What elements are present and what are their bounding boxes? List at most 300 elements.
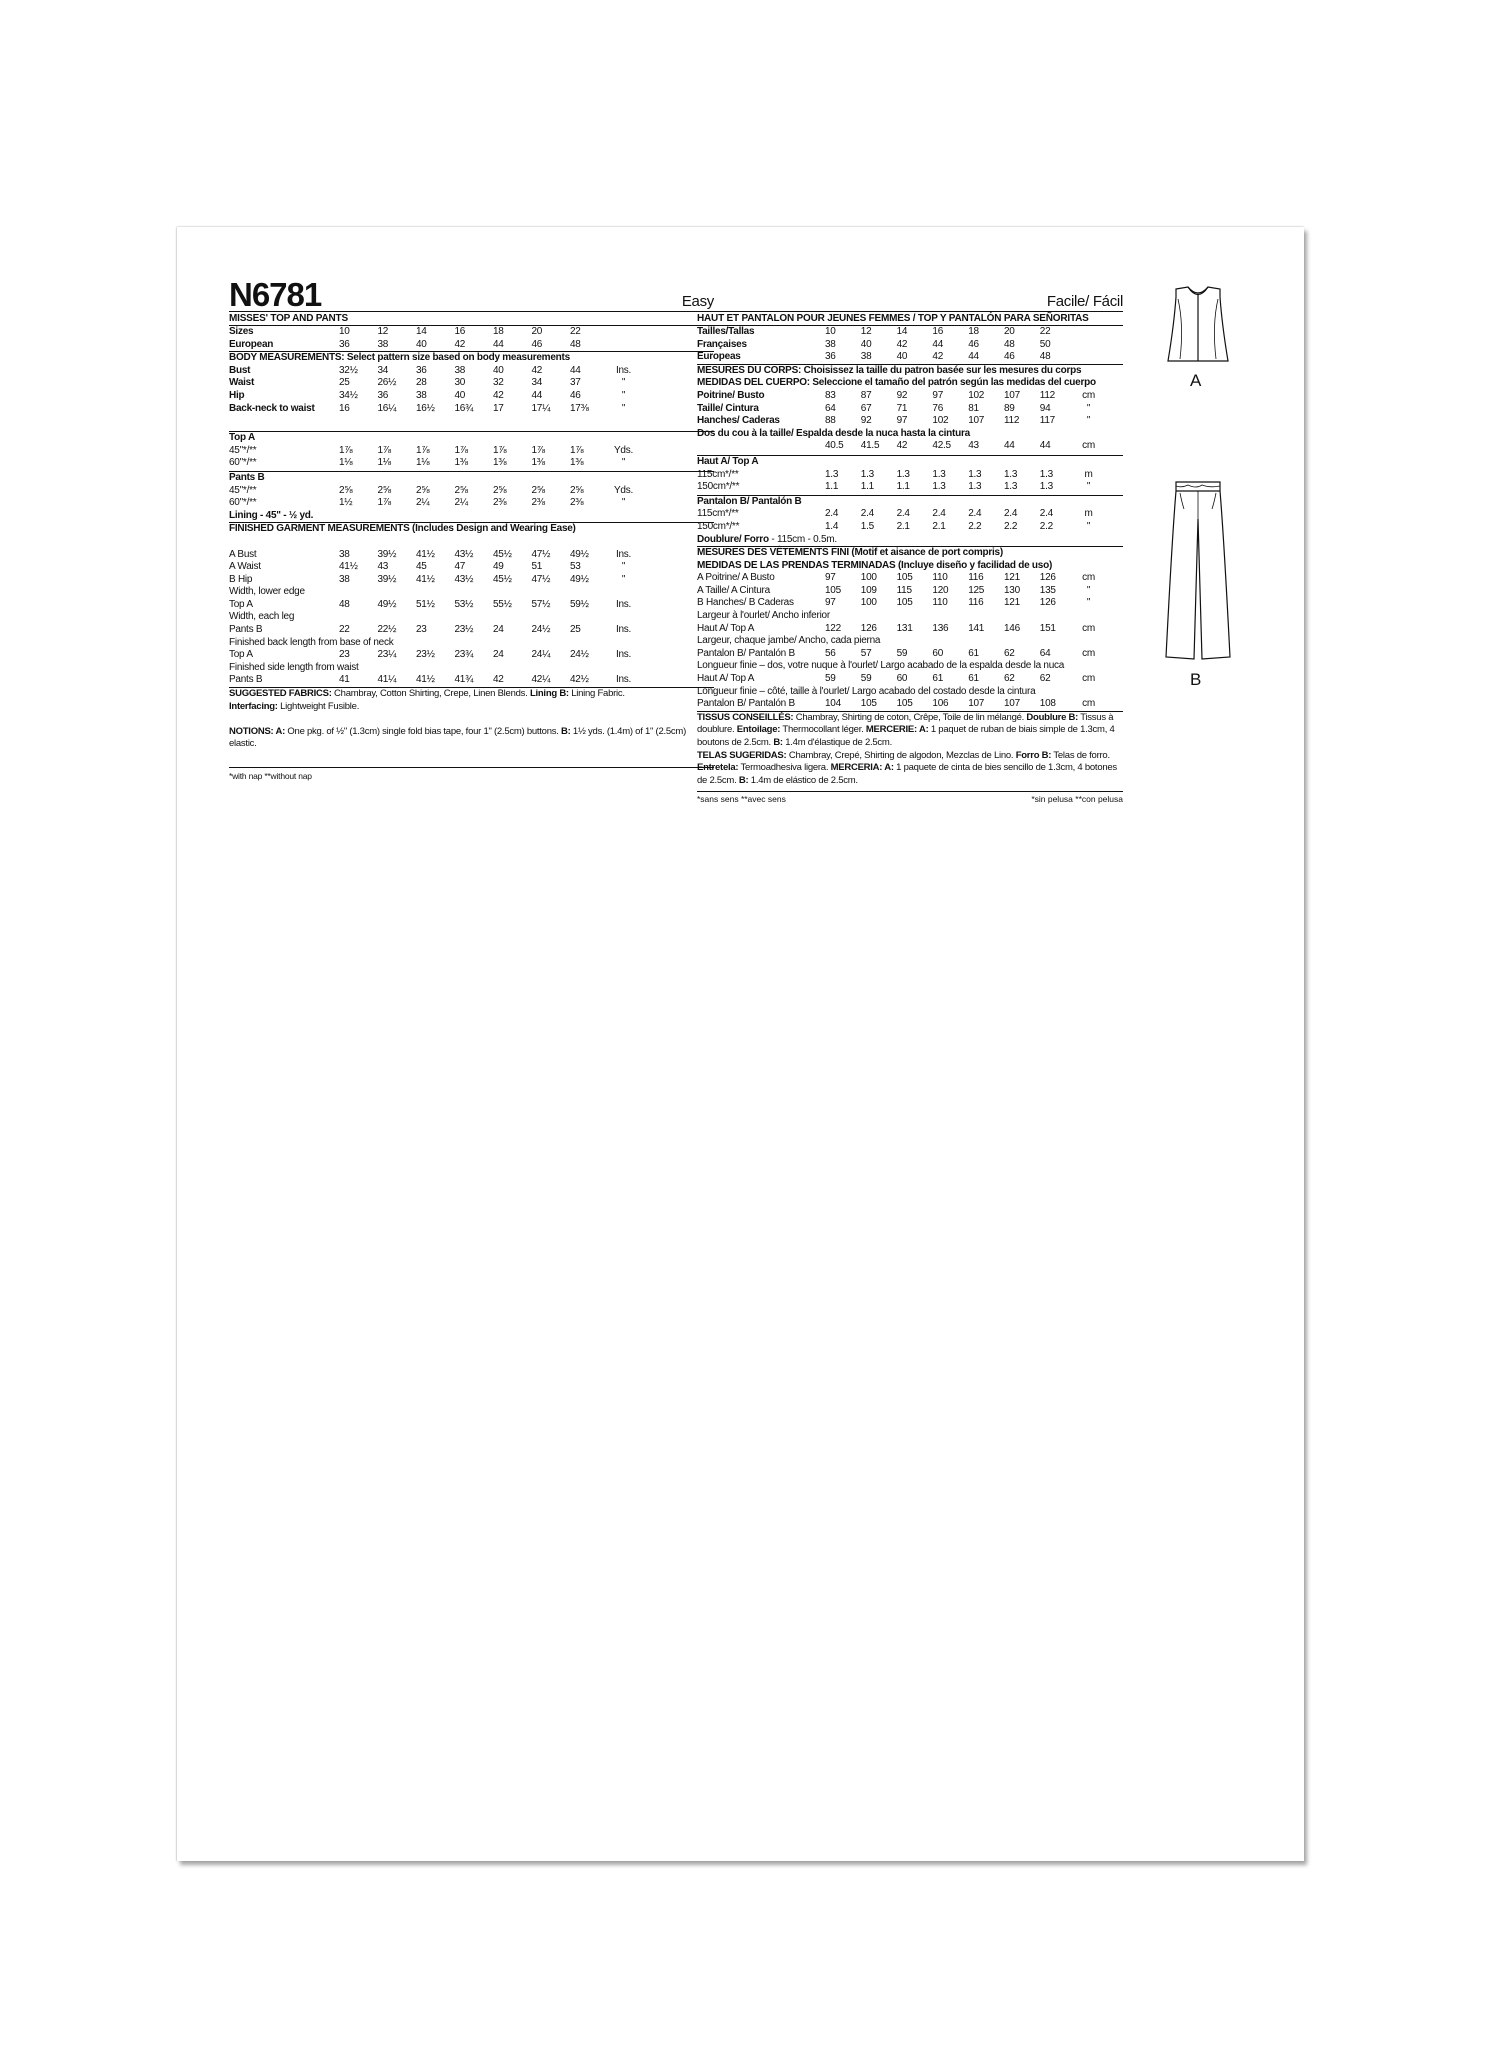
cell-value: 49½ <box>570 573 589 585</box>
row-label: Longueur finie – côté, taille à l'ourlet/ Largo acabado del costado desde la cintura <box>697 685 1036 697</box>
unit-label: " <box>621 389 626 401</box>
table-row <box>229 377 714 390</box>
table-row <box>697 415 1123 428</box>
unit-label: " <box>621 402 626 414</box>
table-row <box>229 403 714 416</box>
cell-value: 87 <box>860 389 872 401</box>
cell-value: 57½ <box>531 598 551 610</box>
cell-value: 38 <box>860 351 872 363</box>
cell-value: 2.4 <box>825 508 839 520</box>
cell-value: 102 <box>932 415 949 427</box>
cell-value: 2.4 <box>968 508 982 520</box>
notions: NOTIONS: A: One pkg. of ½" (1.3cm) single fold bias tape, four 1" (2.5cm) buttons. B: 1½ yds. (1.4m) of 1" (2.5cm) elastic. <box>229 726 714 768</box>
cell-value: 1⅞ <box>570 444 584 456</box>
cell-value: 40 <box>416 338 427 350</box>
cell-value: 45½ <box>493 548 512 560</box>
cell-value: 59½ <box>570 598 589 610</box>
cell-value: 1.1 <box>896 481 910 493</box>
table-row <box>229 637 714 650</box>
cell-value: 120 <box>932 584 949 596</box>
unit-label: " <box>621 377 626 389</box>
cell-value: 38 <box>825 338 836 350</box>
cell-value: 42.5 <box>932 440 951 452</box>
cell-value: 105 <box>896 572 913 584</box>
es-footnote: *sin pelusa **con pelusa <box>1031 794 1123 805</box>
cell-value: 112 <box>1039 389 1055 401</box>
cell-value: 135 <box>1039 584 1056 596</box>
cell-value: 92 <box>860 415 872 427</box>
cell-value: 1⅛ <box>377 457 391 469</box>
cell-value: 16 <box>339 402 350 414</box>
cell-value: 49 <box>493 561 504 573</box>
cell-value: 1⅞ <box>377 444 391 456</box>
row-label: 60"*/** <box>229 497 257 509</box>
cell-value: 42¼ <box>531 674 551 686</box>
cell-value: 1⅜ <box>570 457 584 469</box>
cell-value: 42 <box>454 338 466 350</box>
row-label: 150cm*/** <box>697 481 740 493</box>
cell-value: 104 <box>825 698 841 710</box>
cell-value: 48 <box>1003 338 1015 350</box>
cell-value: 41½ <box>339 561 358 573</box>
cell-value: 57 <box>860 647 872 659</box>
cell-value: 108 <box>1039 698 1056 710</box>
cell-value: 42 <box>493 389 504 401</box>
table-row <box>697 572 1123 585</box>
cell-value: 42 <box>896 338 908 350</box>
cell-value: 14 <box>896 326 908 337</box>
pants-b-illustration <box>1162 479 1234 664</box>
row-label: Pants B <box>229 674 263 686</box>
cell-value: 1⅞ <box>454 444 468 456</box>
cell-value: 41 <box>339 674 350 686</box>
lining-yardage: Lining - 45" - ½ yd. <box>229 510 714 524</box>
english-size-table <box>229 326 714 352</box>
unit-label: " <box>621 573 626 585</box>
unit-label: " <box>1086 584 1091 596</box>
table-row <box>697 521 1123 534</box>
cell-value: 61 <box>968 673 979 685</box>
cell-value: 48 <box>1039 351 1051 363</box>
cell-value: 1.3 <box>968 468 982 480</box>
row-label: A Poitrine/ A Busto <box>697 572 775 584</box>
cell-value: 39½ <box>377 548 397 560</box>
cell-value: 97 <box>932 389 944 401</box>
cell-value: 42 <box>932 351 944 363</box>
unit-label: " <box>1086 520 1091 532</box>
cell-value: 64 <box>1039 647 1051 659</box>
cell-value: 100 <box>860 572 877 584</box>
cell-value: 16¾ <box>454 402 474 414</box>
cell-value: 53½ <box>454 598 474 610</box>
cell-value: 62 <box>1039 673 1051 685</box>
unit-label: Ins. <box>615 624 632 636</box>
cell-value: 16¼ <box>377 402 397 414</box>
cell-value: 110 <box>932 572 948 584</box>
cell-value: 107 <box>1003 389 1020 401</box>
table-row <box>697 597 1123 610</box>
unit-label: cm <box>1082 572 1095 584</box>
cell-value: 18 <box>493 326 504 337</box>
fr-es-header <box>697 277 1123 312</box>
cell-value: 22½ <box>377 624 397 636</box>
cell-value: 2⅝ <box>377 484 391 496</box>
cell-value: 97 <box>825 572 836 584</box>
cell-value: 46 <box>531 338 543 350</box>
cell-value: 20 <box>531 326 543 337</box>
cell-value: 16 <box>454 326 466 337</box>
pattern-code: N6781 <box>229 276 322 313</box>
cell-value: 2⅝ <box>570 484 584 496</box>
unit-label: cm <box>1082 389 1095 401</box>
english-finished-table <box>229 549 714 689</box>
cell-value: 136 <box>932 622 949 634</box>
cell-value: 43½ <box>454 548 474 560</box>
row-label: Largeur, chaque jambe/ Ancho, cada pierna <box>697 635 881 647</box>
row-label: 115cm*/** <box>697 508 739 520</box>
row-label: Sizes <box>229 326 254 337</box>
cell-value: 151 <box>1039 622 1056 634</box>
english-topA-table <box>229 445 714 472</box>
cell-value: 131 <box>896 622 913 634</box>
cell-value: 41½ <box>416 573 435 585</box>
row-label: Bust <box>229 364 251 376</box>
table-row <box>697 698 1123 711</box>
cell-value: 44 <box>531 389 543 401</box>
cell-value: 34 <box>377 364 389 376</box>
cell-value: 1.3 <box>1003 468 1018 480</box>
row-label: Hanches/ Caderas <box>697 415 780 427</box>
cell-value: 24 <box>493 624 504 636</box>
cell-value: 32½ <box>339 364 358 376</box>
cell-value: 115 <box>896 584 912 596</box>
cell-value: 1⅜ <box>493 457 507 469</box>
cell-value: 2.1 <box>932 520 946 532</box>
table-row <box>697 635 1123 648</box>
difficulty-label: Easy <box>681 293 714 310</box>
cell-value: 2⅜ <box>493 497 507 509</box>
cell-value: 116 <box>968 597 984 609</box>
cell-value: 22 <box>339 624 350 636</box>
cell-value: 2⅝ <box>493 484 507 496</box>
fr-es-back-row <box>697 440 1123 456</box>
english-footnote: *with nap **without nap <box>229 771 312 781</box>
table-row <box>229 485 714 498</box>
table-row <box>229 365 714 378</box>
unit-label: Yds. <box>613 444 633 456</box>
row-label: Pants B <box>229 624 263 636</box>
cell-value: 43½ <box>454 573 474 585</box>
cell-value: 17 <box>493 402 504 414</box>
cell-value: 40 <box>896 351 908 363</box>
cell-value: 1.3 <box>1039 468 1053 480</box>
cell-value: 109 <box>860 584 877 596</box>
cell-value: 12 <box>860 326 872 337</box>
fr-es-difficulty-label: Facile/ Fácil <box>1046 293 1123 310</box>
body-measurements-heading: BODY MEASUREMENTS: Select pattern size based on body measurements <box>229 352 570 364</box>
cell-value: 10 <box>339 326 350 337</box>
table-row <box>229 549 714 562</box>
cell-value: 126 <box>1039 597 1056 609</box>
cell-value: 105 <box>896 698 913 710</box>
english-header <box>229 277 714 312</box>
row-label: Françaises <box>697 338 747 350</box>
cell-value: 22 <box>1039 326 1051 337</box>
cell-value: 16 <box>932 326 944 337</box>
unit-label: " <box>621 561 626 573</box>
unit-label: m <box>1084 508 1093 520</box>
cell-value: 36 <box>416 364 427 376</box>
unit-label: " <box>1086 597 1091 609</box>
table-row <box>229 457 714 470</box>
fr-pantsB-heading: Pantalon B/ Pantalón B <box>697 495 802 507</box>
row-label: B Hip <box>229 573 253 585</box>
cell-value: 1.3 <box>1039 481 1053 493</box>
cell-value: 23¾ <box>454 649 474 661</box>
row-label <box>697 440 825 453</box>
table-row <box>697 610 1123 623</box>
cell-value: 50 <box>1039 338 1051 350</box>
cell-value: 1⅛ <box>416 457 430 469</box>
cell-value: 107 <box>968 698 985 710</box>
cell-value: 94 <box>1039 402 1051 414</box>
cell-value: 46 <box>570 389 581 401</box>
row-label: Width, lower edge <box>229 586 305 598</box>
cell-value: 2⅜ <box>531 497 545 509</box>
table-row <box>697 326 1123 339</box>
row-label: Tailles/Tallas <box>697 326 755 337</box>
fr-es-title: HAUT ET PANTALON POUR JEUNES FEMMES / TOP Y PANTALÓN PARA SEÑORITAS <box>697 312 1123 326</box>
cell-value: 10 <box>825 326 836 337</box>
cell-value: 117 <box>1039 415 1055 427</box>
cell-value: 88 <box>825 415 836 427</box>
table-row <box>697 686 1123 699</box>
fr-es-footnotes <box>697 792 1123 806</box>
cell-value: 24½ <box>531 624 551 636</box>
cell-value: 18 <box>968 326 979 337</box>
cell-value: 25 <box>339 377 350 389</box>
cell-value: 2.4 <box>1003 508 1018 520</box>
english-pantsB-table <box>229 485 714 510</box>
unit-label: " <box>621 457 626 469</box>
cell-value: 89 <box>1003 402 1015 414</box>
cell-value: 12 <box>377 326 389 337</box>
unit-label: " <box>1086 481 1091 493</box>
es-fabrics: TELAS SUGERIDAS: Chambray, Crepé, Shirting de algodon, Mezclas de Lino. Forro B: Telas de forro. Entretela: Termoadhesiva ligera. MERCERIA: A: 1 paquete de cinta de bies sencillo de 1.3cm, 4 botones de 2.5cm. B: 1.4m de elástico de 2.5cm. <box>697 750 1123 793</box>
table-row <box>697 623 1123 636</box>
fr-es-finished-table <box>697 572 1123 712</box>
unit-label: Ins. <box>615 674 632 686</box>
cell-value: 1⅞ <box>339 444 353 456</box>
table-row <box>697 469 1123 482</box>
cell-value: 60 <box>896 673 908 685</box>
cell-value: 67 <box>860 402 872 414</box>
row-label: Taille/ Cintura <box>697 402 759 414</box>
english-column <box>229 277 714 782</box>
fr-es-lining: Doublure/ Forro - 115cm - 0.5m. <box>697 534 1123 548</box>
cell-value: 49½ <box>377 598 397 610</box>
cell-value: 125 <box>968 584 985 596</box>
cell-value: 112 <box>1003 415 1020 427</box>
cell-value: 39½ <box>377 573 397 585</box>
cell-value: 32 <box>493 377 504 389</box>
cell-value: 24 <box>493 649 504 661</box>
fr-es-topA-table <box>697 469 1123 496</box>
unit-label: " <box>621 497 626 509</box>
row-label: European <box>229 338 274 350</box>
row-label: A Bust <box>229 548 257 560</box>
fr-es-size-table <box>697 326 1123 365</box>
cell-value: 121 <box>1003 597 1020 609</box>
cell-value: 44 <box>493 338 504 350</box>
cell-value: 42 <box>896 440 908 452</box>
cell-value: 36 <box>377 389 389 401</box>
row-label: Pantalon B/ Pantalón B <box>697 698 795 710</box>
cell-value: 100 <box>860 597 877 609</box>
cell-value: 92 <box>896 389 908 401</box>
row-label: Europeas <box>697 351 741 363</box>
unit-label: Ins. <box>615 649 632 661</box>
cell-value: 28 <box>416 377 427 389</box>
cell-value: 40 <box>454 389 466 401</box>
row-label: Longueur finie – dos, votre nuque à l'ourlet/ Largo acabado de la espalda desde la nuca <box>697 660 1065 672</box>
cell-value: 1½ <box>339 497 353 509</box>
cell-value: 2¼ <box>416 497 430 509</box>
row-label: Poitrine/ Busto <box>697 389 765 401</box>
french-spanish-column <box>697 277 1123 806</box>
cell-value: 2.4 <box>896 508 910 520</box>
cell-value: 105 <box>825 584 841 596</box>
cell-value: 141 <box>968 622 985 634</box>
unit-label: cm <box>1082 622 1095 634</box>
table-row <box>229 649 714 662</box>
cell-value: 34 <box>531 377 543 389</box>
cell-value: 47½ <box>531 573 551 585</box>
cell-value: 2⅜ <box>570 497 584 509</box>
table-row <box>229 326 714 339</box>
cell-value: 23½ <box>416 649 435 661</box>
cell-value: 59 <box>896 647 908 659</box>
table-row <box>229 574 714 587</box>
row-label: 45"*/** <box>229 484 257 496</box>
english-body-table <box>229 365 714 432</box>
cell-value: 122 <box>825 622 841 634</box>
cell-value: 38 <box>454 364 466 376</box>
cell-value: 1⅞ <box>531 444 545 456</box>
row-label: Haut A/ Top A <box>697 673 755 685</box>
cell-value: 1⅛ <box>339 457 353 469</box>
cell-value: 44 <box>1039 440 1051 452</box>
cell-value: 23 <box>339 649 350 661</box>
cell-value: 55½ <box>493 598 512 610</box>
es-body-heading: MEDIDAS DEL CUERPO: Seleccione el tamaño del patrón según las medidas del cuerpo <box>697 377 1096 389</box>
cell-value: 1.3 <box>860 468 874 480</box>
fr-es-pantsB-table <box>697 508 1123 533</box>
cell-value: 40 <box>860 338 872 350</box>
cell-value: 1⅞ <box>377 497 391 509</box>
cell-value: 25 <box>570 624 581 636</box>
cell-value: 44 <box>932 338 944 350</box>
cell-value: 83 <box>825 389 836 401</box>
row-label: Top A <box>229 598 253 610</box>
table-row <box>697 390 1123 403</box>
cell-value: 38 <box>377 338 389 350</box>
unit-label: cm <box>1082 440 1095 452</box>
table-row <box>229 445 714 458</box>
row-label: Hip <box>229 389 245 401</box>
table-row <box>229 674 714 687</box>
cell-value: 51 <box>531 561 543 573</box>
table-row <box>229 599 714 612</box>
row-label: Waist <box>229 377 255 389</box>
unit-label: Ins. <box>615 548 632 560</box>
cell-value: 48 <box>570 338 581 350</box>
cell-value: 45 <box>416 561 427 573</box>
topA-heading: Top A <box>229 432 255 444</box>
cell-value: 107 <box>1003 698 1020 710</box>
cell-value: 126 <box>860 622 877 634</box>
table-row <box>697 403 1123 416</box>
row-label: B Hanches/ B Caderas <box>697 597 794 609</box>
cell-value: 23¼ <box>377 649 397 661</box>
fr-es-body-table <box>697 390 1123 428</box>
cell-value: 110 <box>932 597 948 609</box>
cell-value: 2.4 <box>1039 508 1053 520</box>
row-label: 60"*/** <box>229 457 257 469</box>
cell-value: 20 <box>1003 326 1015 337</box>
table-row <box>697 339 1123 352</box>
cell-value: 49½ <box>570 548 589 560</box>
cell-value: 1⅞ <box>416 444 430 456</box>
table-row <box>229 561 714 574</box>
cell-value: 24½ <box>570 649 589 661</box>
cell-value: 23½ <box>454 624 474 636</box>
table-row <box>697 481 1123 494</box>
row-label: Pantalon B/ Pantalón B <box>697 647 795 659</box>
finished-measurements-heading: FINISHED GARMENT MEASUREMENTS (Includes Design and Wearing Ease) <box>229 523 576 535</box>
top-a-illustration <box>1162 285 1234 367</box>
cell-value: 2.4 <box>932 508 946 520</box>
cell-value: 1.3 <box>932 468 946 480</box>
cell-value: 130 <box>1003 584 1020 596</box>
es-finished-heading: MEDIDAS DE LAS PRENDAS TERMINADAS (Incluye diseño y facilidad de uso) <box>697 559 1053 571</box>
cell-value: 105 <box>860 698 877 710</box>
cell-value: 2⅝ <box>339 484 353 496</box>
cell-value: 36 <box>825 351 836 363</box>
cell-value: 2.2 <box>968 520 982 532</box>
cell-value: 116 <box>968 572 984 584</box>
cell-value: 22 <box>570 326 581 337</box>
fr-body-heading: MESURES DU CORPS: Choisissez la taille du patron basée sur les mesures du corps <box>697 364 1082 376</box>
cell-value: 121 <box>1003 572 1020 584</box>
cell-value: 17⅜ <box>570 402 589 414</box>
illustration-a-label: A <box>1190 371 1202 390</box>
cell-value: 42 <box>531 364 543 376</box>
cell-value: 42 <box>493 674 504 686</box>
fr-footnote: *sans sens **avec sens <box>697 794 786 805</box>
table-row <box>229 662 714 675</box>
cell-value: 97 <box>896 415 908 427</box>
cell-value: 1.3 <box>932 481 946 493</box>
cell-value: 2.2 <box>1039 520 1053 532</box>
cell-value: 16½ <box>416 402 435 414</box>
cell-value: 48 <box>339 598 350 610</box>
cell-value: 38 <box>416 389 427 401</box>
cell-value: 47½ <box>531 548 551 560</box>
cell-value: 1.1 <box>860 481 874 493</box>
cell-value: 34½ <box>339 389 358 401</box>
cell-value: 42½ <box>570 674 589 686</box>
